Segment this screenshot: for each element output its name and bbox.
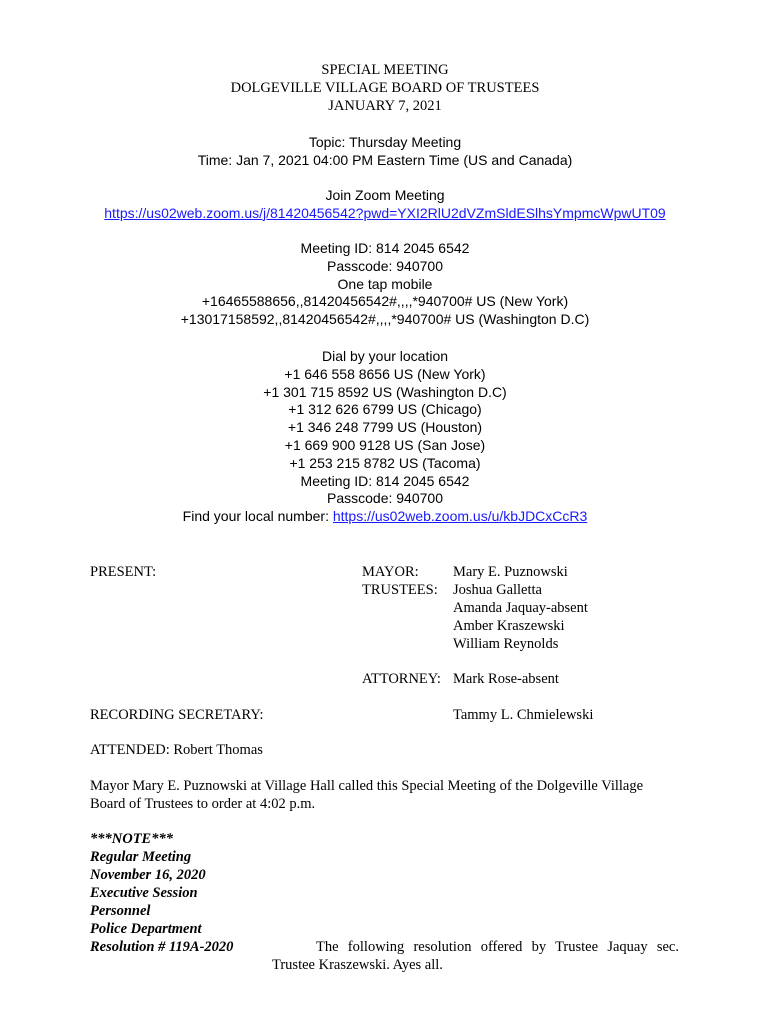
- note-heading: ***NOTE***: [90, 831, 173, 847]
- zoom-local-link[interactable]: https://us02web.zoom.us/u/kbJDCxCcR3: [332, 508, 588, 525]
- zoom-join-link[interactable]: https://us02web.zoom.us/j/81420456542?pwd=YXI2RlU2dVZmSldESlhsYmpmcWpwUT09: [104, 204, 666, 221]
- secretary-label: RECORDING SECRETARY:: [90, 707, 264, 723]
- zoom-passcode: Passcode: 940700: [327, 257, 443, 274]
- note-line: November 16, 2020: [90, 867, 206, 883]
- zoom-topic-block: [0, 134, 770, 170]
- trustee-name: Amber Kraszewski: [453, 618, 565, 634]
- note-line: Personnel: [90, 903, 151, 919]
- title-line-3: JANUARY 7, 2021: [328, 97, 442, 114]
- call-to-order-line-1: Mayor Mary E. Puznowski at Village Hall called this Special Meeting of the Dolgeville Village: [90, 778, 644, 794]
- mayor-label: MAYOR:: [362, 564, 419, 580]
- document-title: [0, 62, 770, 115]
- zoom-join-label: Join Zoom Meeting: [325, 187, 445, 203]
- zoom-dial-label: Dial by your location: [321, 348, 449, 364]
- attorney-name: Mark Rose-absent: [453, 671, 559, 687]
- title-line-2: DOLGEVILLE VILLAGE BOARD OF TRUSTEES: [230, 79, 540, 96]
- note-line: Regular Meeting: [90, 849, 192, 865]
- trustee-name: Amanda Jaquay-absent: [453, 600, 588, 616]
- zoom-local-number: [0, 508, 770, 526]
- call-to-order-line-2: Board of Trustees to order at 4:02 p.m.: [90, 796, 316, 812]
- trustee-name: William Reynolds: [453, 636, 559, 652]
- zoom-meeting-id-2: Meeting ID: 814 2045 6542: [300, 472, 470, 489]
- attended-line: ATTENDED: Robert Thomas: [90, 742, 263, 758]
- resolution-number: Resolution # 119A-2020: [90, 939, 234, 955]
- zoom-dial-number: +1 301 715 8592 US (Washington D.C): [263, 383, 507, 400]
- zoom-dial-number: +1 646 558 8656 US (New York): [284, 365, 486, 382]
- zoom-topic: Topic: Thursday Meeting: [308, 134, 462, 150]
- zoom-meeting-id: Meeting ID: 814 2045 6542: [300, 240, 470, 256]
- zoom-dial-number: +1 669 900 9128 US (San Jose): [284, 436, 486, 453]
- trustees-label: TRUSTEES:: [362, 582, 438, 598]
- zoom-join-block: [0, 187, 770, 223]
- zoom-one-tap-1: +16465588656,,81420456542#,,,,*940700# US (New York): [201, 293, 569, 310]
- zoom-one-tap-2: +13017158592,,81420456542#,,,,*940700# US (Washington D.C): [180, 311, 590, 328]
- note-line: Police Department: [90, 921, 202, 937]
- zoom-dial-block: [0, 348, 770, 526]
- zoom-dial-number: +1 253 215 8782 US (Tacoma): [289, 454, 481, 471]
- zoom-passcode-2: Passcode: 940700: [327, 490, 443, 507]
- resolution-text-line-2: Trustee Kraszewski. Ayes all.: [272, 957, 443, 973]
- zoom-local-label: Find your local number:: [182, 508, 333, 525]
- note-line: Executive Session: [90, 885, 198, 901]
- title-line-1: SPECIAL MEETING: [321, 62, 449, 78]
- zoom-credentials-block: [0, 240, 770, 329]
- resolution-text-line-1: The following resolution offered by Trustee Jaquay sec.: [316, 939, 679, 955]
- zoom-one-tap-label: One tap mobile: [337, 275, 433, 292]
- trustee-name: Joshua Galletta: [453, 582, 542, 598]
- attorney-label: ATTORNEY:: [362, 671, 441, 687]
- zoom-time: Time: Jan 7, 2021 04:00 PM Eastern Time (US and Canada): [197, 151, 573, 168]
- secretary-name: Tammy L. Chmielewski: [453, 707, 594, 723]
- zoom-dial-number: +1 346 248 7799 US (Houston): [287, 419, 483, 436]
- present-label: PRESENT:: [90, 564, 157, 580]
- zoom-dial-number: +1 312 626 6799 US (Chicago): [288, 401, 482, 418]
- mayor-name: Mary E. Puznowski: [453, 564, 568, 580]
